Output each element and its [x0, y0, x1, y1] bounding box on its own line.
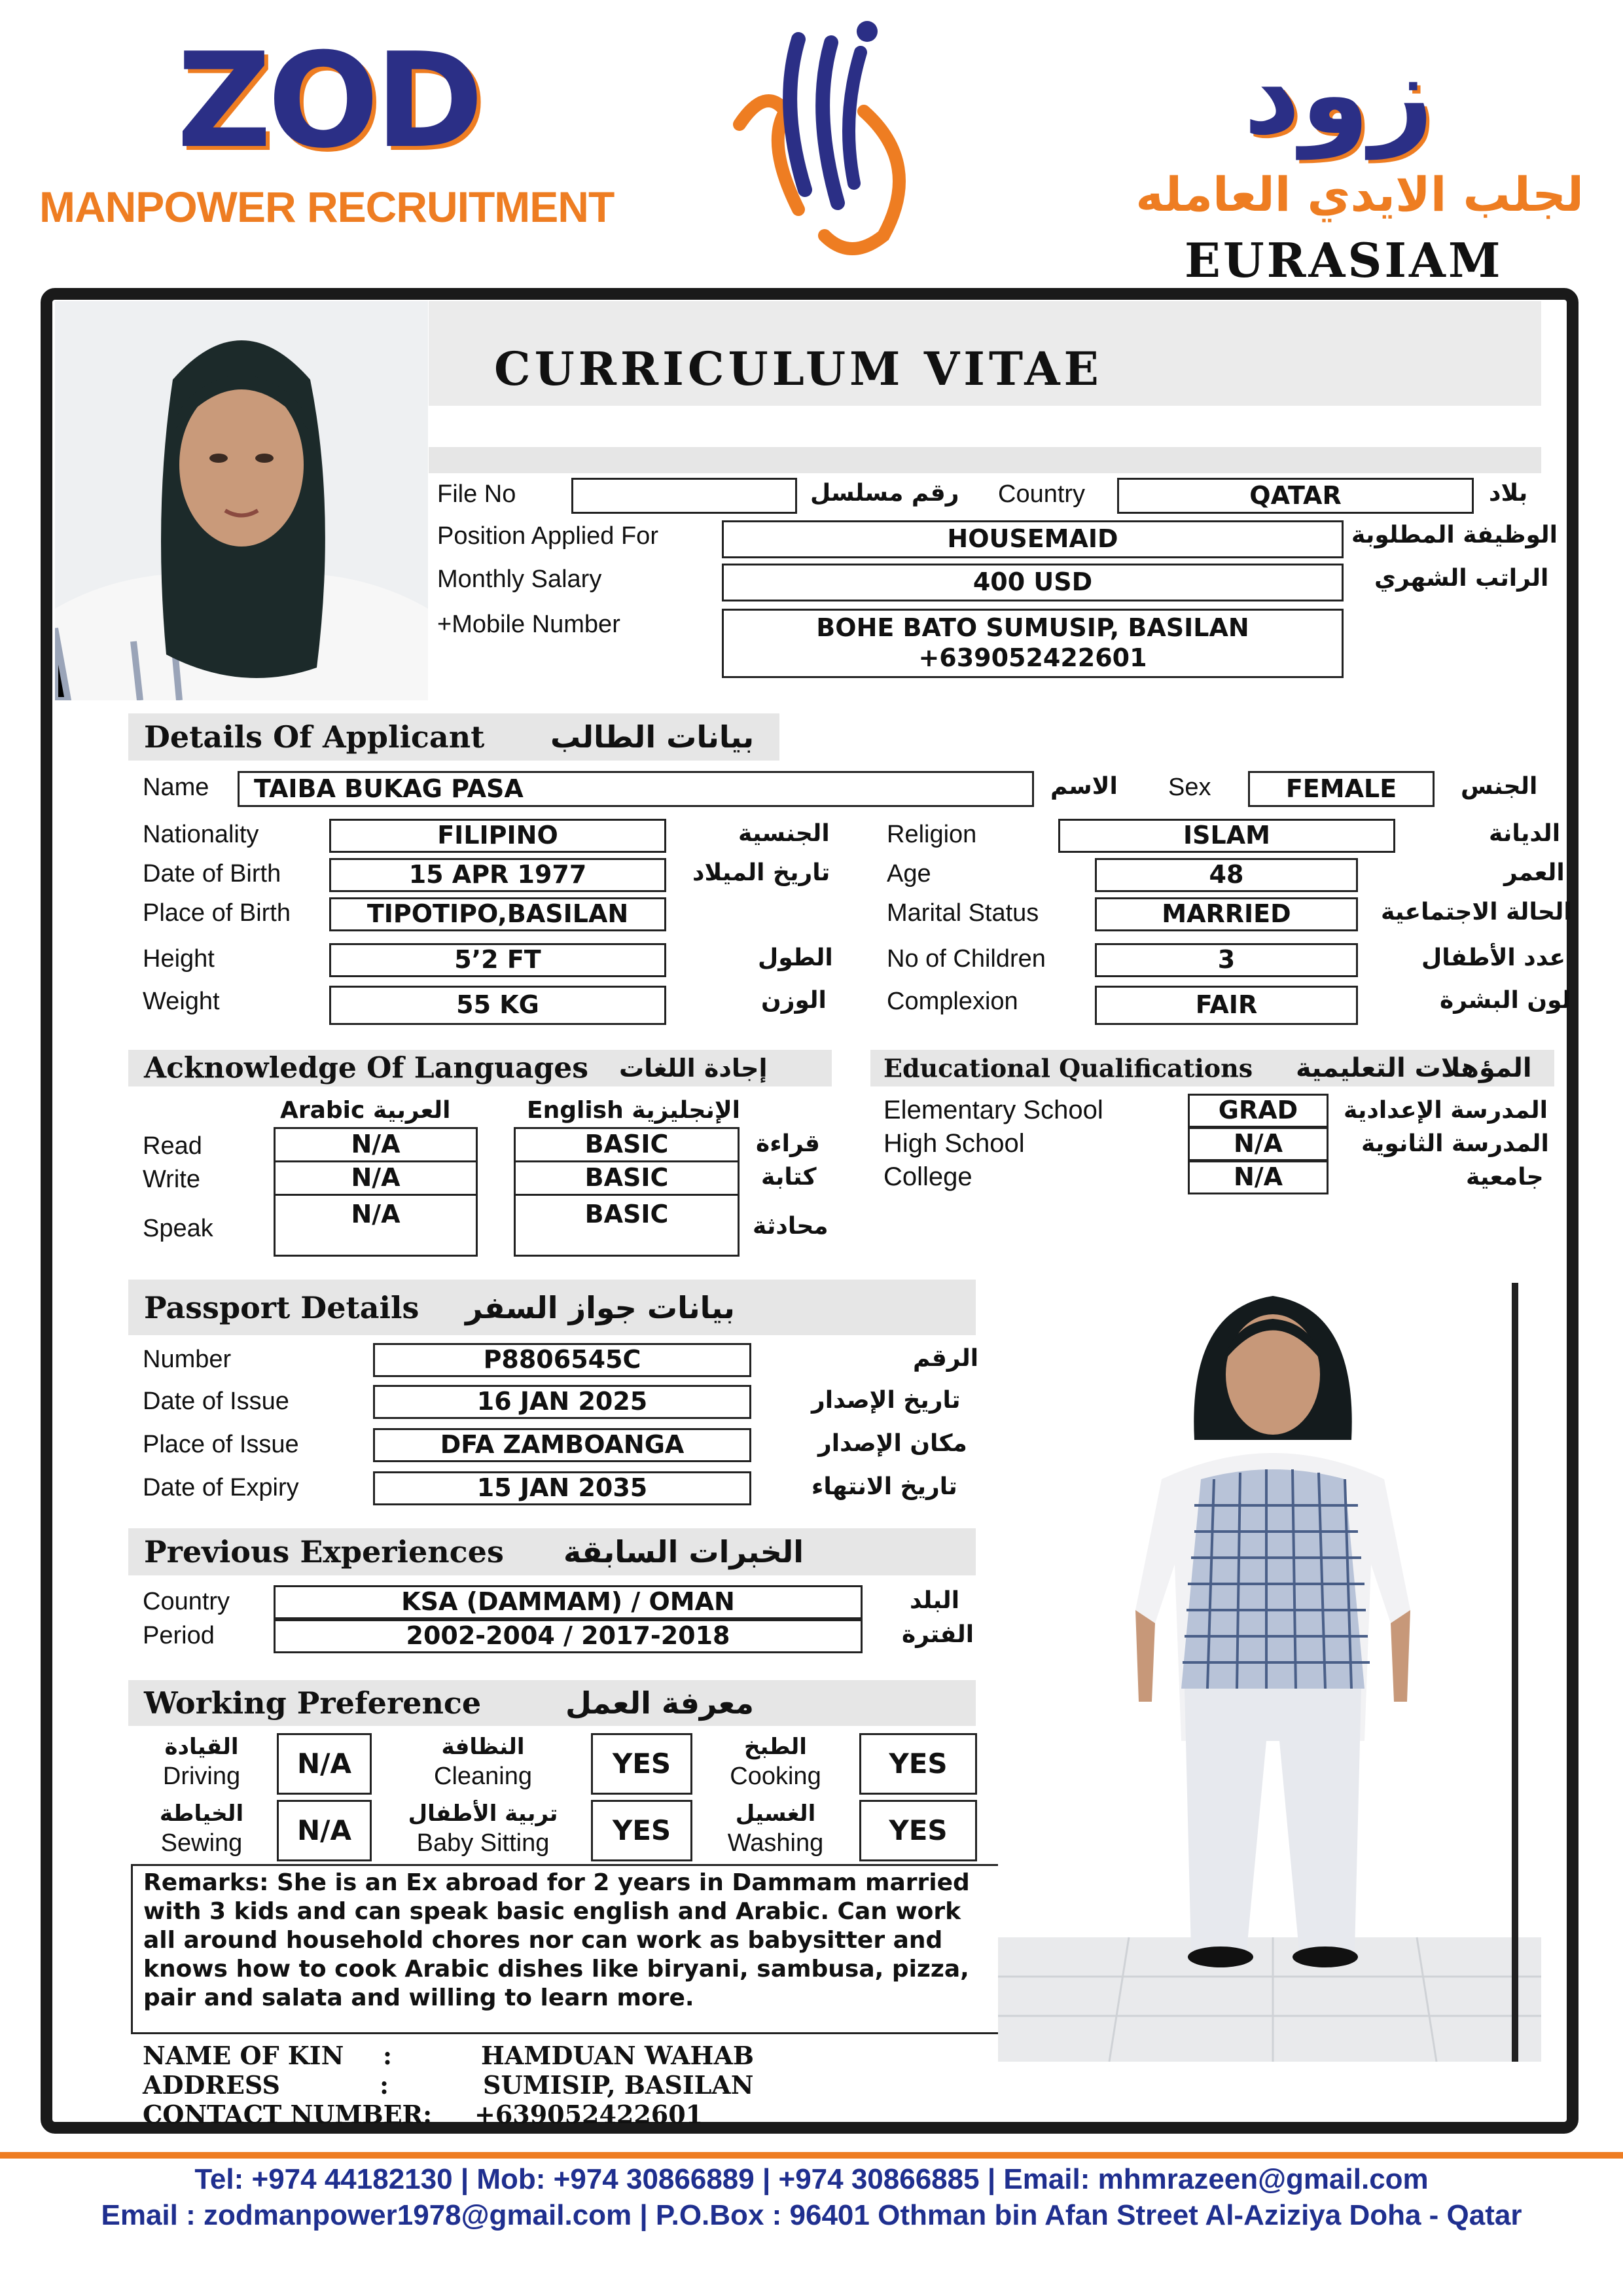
pref-sewing-label	[143, 1800, 260, 1859]
name-arabic: الاسم	[1050, 773, 1118, 800]
section-languages	[128, 1050, 832, 1086]
issue-date-field: 16 JAN 2025	[373, 1385, 751, 1419]
position-arabic: الوظيفة المطلوبة	[1351, 522, 1558, 548]
expiry-date-label: Date of Expiry	[143, 1474, 299, 1501]
exp-period-label: Period	[143, 1622, 215, 1649]
religion-field: ISLAM	[1058, 819, 1395, 853]
applicant-full-body-photo	[998, 1283, 1541, 2062]
country-arabic: بلاد	[1489, 480, 1528, 507]
section-title: Educational Qualifications	[883, 1053, 1253, 1083]
kin-contact-label: CONTACT NUMBER:	[143, 2100, 433, 2129]
section-title: Details Of Applicant	[144, 719, 485, 755]
age-arabic: العمر	[1504, 859, 1565, 886]
section-title: Previous Experiences	[144, 1534, 504, 1570]
pref-washing-value: YES	[859, 1800, 977, 1861]
sex-label: Sex	[1168, 774, 1211, 801]
pref-cleaning-english: Cleaning	[434, 1762, 532, 1790]
arabic-tagline: لجلب الايدي العامله	[1135, 167, 1584, 222]
pref-sewing-arabic: الخياطة	[159, 1801, 244, 1827]
company-logo-text: ZOD	[177, 25, 480, 177]
pref-driving-value: N/A	[277, 1733, 372, 1795]
kin-name-colon: :	[383, 2041, 393, 2070]
footer-address-line: Email : zodmanpower1978@gmail.com | P.O.Box : 96401 Othman bin Afan Street Al-Aziziya Doha - Qatar	[101, 2199, 1522, 2231]
section-education	[870, 1050, 1554, 1086]
complexion-label: Complexion	[887, 988, 1018, 1015]
pref-sewing-english: Sewing	[160, 1829, 243, 1857]
exp-period-arabic: الفترة	[902, 1621, 974, 1648]
sex-field: FEMALE	[1248, 771, 1435, 807]
company-emblem-logo	[726, 13, 923, 262]
pref-driving-arabic: القيادة	[164, 1734, 239, 1760]
cv-title-band-lower	[429, 447, 1541, 473]
pob-label: Place of Birth	[143, 899, 291, 927]
file-no-label: File No	[437, 480, 516, 508]
dob-arabic: تاريخ الميلاد	[692, 859, 830, 886]
elementary-field: GRAD	[1188, 1094, 1329, 1128]
pref-washing-english: Washing	[727, 1829, 824, 1857]
kin-name-label: NAME OF KIN	[143, 2041, 344, 2070]
pref-sewing-value: N/A	[277, 1800, 372, 1861]
footer-divider	[0, 2152, 1623, 2159]
section-working-preference	[128, 1680, 976, 1726]
section-title: Acknowledge Of Languages	[144, 1051, 588, 1085]
children-label: No of Children	[887, 945, 1046, 973]
marital-status-label: Marital Status	[887, 899, 1039, 927]
pref-washing-label	[707, 1800, 844, 1859]
remarks-text: Remarks: She is an Ex abroad for 2 years in Dammam married with 3 kids and can speak basic english and Arabic. Can work all around household chores nor can work as babysitter and knows how to cook Arabic dishes like biryani, sambusa, pizza, pair and salata and willing to learn more.	[143, 1869, 970, 2011]
country-field: QATAR	[1117, 478, 1474, 514]
salary-arabic: الراتب الشهري	[1374, 565, 1549, 592]
pref-washing-arabic: الغسيل	[735, 1801, 816, 1827]
cv-title: CURRICULUM VITAE	[494, 342, 1103, 396]
position-field: HOUSEMAID	[722, 520, 1344, 558]
exp-country-field: KSA (DAMMAM) / OMAN	[274, 1585, 863, 1619]
pref-cooking-arabic: الطبخ	[744, 1734, 807, 1760]
issue-place-label: Place of Issue	[143, 1431, 299, 1458]
nationality-arabic: الجنسية	[738, 820, 830, 847]
passport-number-label: Number	[143, 1346, 232, 1373]
section-title-arabic: بيانات جواز السفر	[465, 1289, 735, 1325]
section-title-arabic: المؤهلات التعليمية	[1296, 1053, 1532, 1083]
kin-contact-value: +639052422601	[474, 2100, 704, 2129]
section-title: Passport Details	[144, 1289, 419, 1325]
exp-period-field: 2002-2004 / 2017-2018	[274, 1619, 863, 1653]
dob-field: 15 APR 1977	[329, 858, 666, 892]
remarks-box	[131, 1864, 1001, 2034]
weight-label: Weight	[143, 988, 220, 1015]
arabic-logo-text: زود	[1243, 30, 1434, 160]
nationality-field: FILIPINO	[329, 819, 666, 853]
kin-address-label: ADDRESS	[143, 2070, 280, 2100]
name-label: Name	[143, 774, 209, 801]
section-title-arabic: معرفة العمل	[565, 1685, 754, 1721]
children-field: 3	[1095, 943, 1358, 977]
eurasiam-label: EURASIAM	[1185, 232, 1503, 288]
footer-contact-line: Tel: +974 44182130 | Mob: +974 30866889 | +974 30866885 | Email: mhmrazeen@gmail.com	[194, 2163, 1429, 2195]
exp-country-label: Country	[143, 1588, 230, 1615]
children-arabic: عدد الأطفال	[1421, 944, 1566, 971]
pref-cooking-english: Cooking	[730, 1762, 821, 1790]
pref-driving-english: Driving	[162, 1762, 241, 1790]
issue-place-field: DFA ZAMBOANGA	[373, 1428, 751, 1462]
height-arabic: الطول	[758, 944, 833, 971]
pref-cleaning-arabic: النظافة	[441, 1734, 525, 1760]
marital-status-arabic: الحالة الاجتماعية	[1381, 899, 1572, 925]
elementary-label: Elementary School	[883, 1096, 1103, 1124]
section-title-arabic: الخبرات السابقة	[563, 1534, 804, 1570]
mobile-label: +Mobile Number	[437, 611, 620, 638]
kin-address-colon: :	[380, 2070, 389, 2100]
write-label: Write	[143, 1166, 200, 1193]
mobile-number-line: +639052422601	[918, 643, 1147, 672]
section-title: Working Preference	[144, 1685, 482, 1721]
pref-babysitting-value: YES	[591, 1800, 692, 1861]
read-arabic: قراءة	[756, 1130, 820, 1157]
arabic-read-cell: N/A	[274, 1127, 478, 1162]
pref-babysitting-english: Baby Sitting	[416, 1829, 550, 1857]
english-write-cell: BASIC	[514, 1160, 740, 1196]
arabic-column-header: Arabic العربية	[280, 1097, 451, 1124]
pref-babysitting-arabic: تربية الأطفال	[408, 1801, 558, 1827]
religion-arabic: الديانة	[1489, 820, 1561, 847]
pref-cleaning-value: YES	[591, 1733, 692, 1795]
arabic-speak-cell: N/A	[274, 1194, 478, 1257]
height-field: 5’2 FT	[329, 943, 666, 977]
passport-number-arabic: الرقم	[913, 1345, 979, 1372]
complexion-arabic: لون البشرة	[1440, 987, 1571, 1014]
section-experience	[128, 1528, 976, 1575]
write-arabic: كتابة	[761, 1164, 817, 1191]
english-speak-cell: BASIC	[514, 1194, 740, 1257]
read-label: Read	[143, 1132, 202, 1160]
issue-date-arabic: تاريخ الإصدار	[812, 1387, 961, 1414]
speak-arabic: محادثة	[753, 1213, 829, 1240]
weight-field: 55 KG	[329, 986, 666, 1025]
english-read-cell: BASIC	[514, 1127, 740, 1162]
pref-cooking-label	[707, 1733, 844, 1792]
country-label: Country	[998, 480, 1086, 508]
arabic-write-cell: N/A	[274, 1160, 478, 1196]
mobile-address-line: BOHE BATO SUMUSIP, BASILAN	[816, 613, 1249, 643]
section-title-arabic: بيانات الطالب	[550, 719, 755, 755]
kin-name-value: HAMDUAN WAHAB	[481, 2041, 755, 2070]
section-details-of-applicant	[128, 713, 779, 761]
dob-label: Date of Birth	[143, 860, 281, 888]
highschool-arabic: المدرسة الثانوية	[1361, 1130, 1549, 1157]
speak-label: Speak	[143, 1215, 213, 1242]
college-label: College	[883, 1162, 972, 1191]
highschool-field: N/A	[1188, 1127, 1329, 1161]
age-field: 48	[1095, 858, 1358, 892]
college-field: N/A	[1188, 1160, 1329, 1194]
exp-country-arabic: البلد	[910, 1587, 960, 1614]
issue-date-label: Date of Issue	[143, 1388, 289, 1415]
file-no-field	[571, 478, 797, 514]
pref-cleaning-label	[411, 1733, 555, 1792]
marital-status-field: MARRIED	[1095, 897, 1358, 931]
religion-label: Religion	[887, 821, 977, 848]
expiry-date-arabic: تاريخ الانتهاء	[812, 1473, 957, 1500]
college-arabic: جامعية	[1466, 1164, 1544, 1191]
expiry-date-field: 15 JAN 2035	[373, 1471, 751, 1505]
height-label: Height	[143, 945, 215, 973]
nationality-label: Nationality	[143, 821, 259, 848]
highschool-label: High School	[883, 1129, 1025, 1158]
mobile-field	[722, 609, 1344, 678]
applicant-portrait-photo	[55, 301, 428, 700]
salary-label: Monthly Salary	[437, 565, 602, 593]
salary-field: 400 USD	[722, 564, 1344, 601]
pref-cooking-value: YES	[859, 1733, 977, 1795]
age-label: Age	[887, 860, 931, 888]
pref-driving-label	[143, 1733, 260, 1792]
complexion-field: FAIR	[1095, 986, 1358, 1025]
passport-number-field: P8806545C	[373, 1343, 751, 1377]
name-field: TAIBA BUKAG PASA	[238, 771, 1034, 807]
position-label: Position Applied For	[437, 522, 658, 550]
company-tagline: MANPOWER RECRUITMENT	[39, 183, 615, 231]
issue-place-arabic: مكان الإصدار	[818, 1430, 967, 1457]
file-no-arabic: رقم مسلسل	[810, 480, 959, 507]
weight-arabic: الوزن	[761, 987, 827, 1014]
pob-field: TIPOTIPO,BASILAN	[329, 897, 666, 931]
section-title-arabic: إجادة اللغات	[619, 1054, 768, 1083]
kin-address-value: SUMISIP, BASILAN	[483, 2070, 754, 2100]
section-passport	[128, 1280, 976, 1335]
sex-arabic: الجنس	[1461, 773, 1538, 800]
elementary-arabic: المدرسة الإعدادية	[1344, 1097, 1548, 1124]
pref-babysitting-label	[398, 1800, 568, 1859]
english-column-header: English الإنجليزية	[527, 1097, 741, 1124]
